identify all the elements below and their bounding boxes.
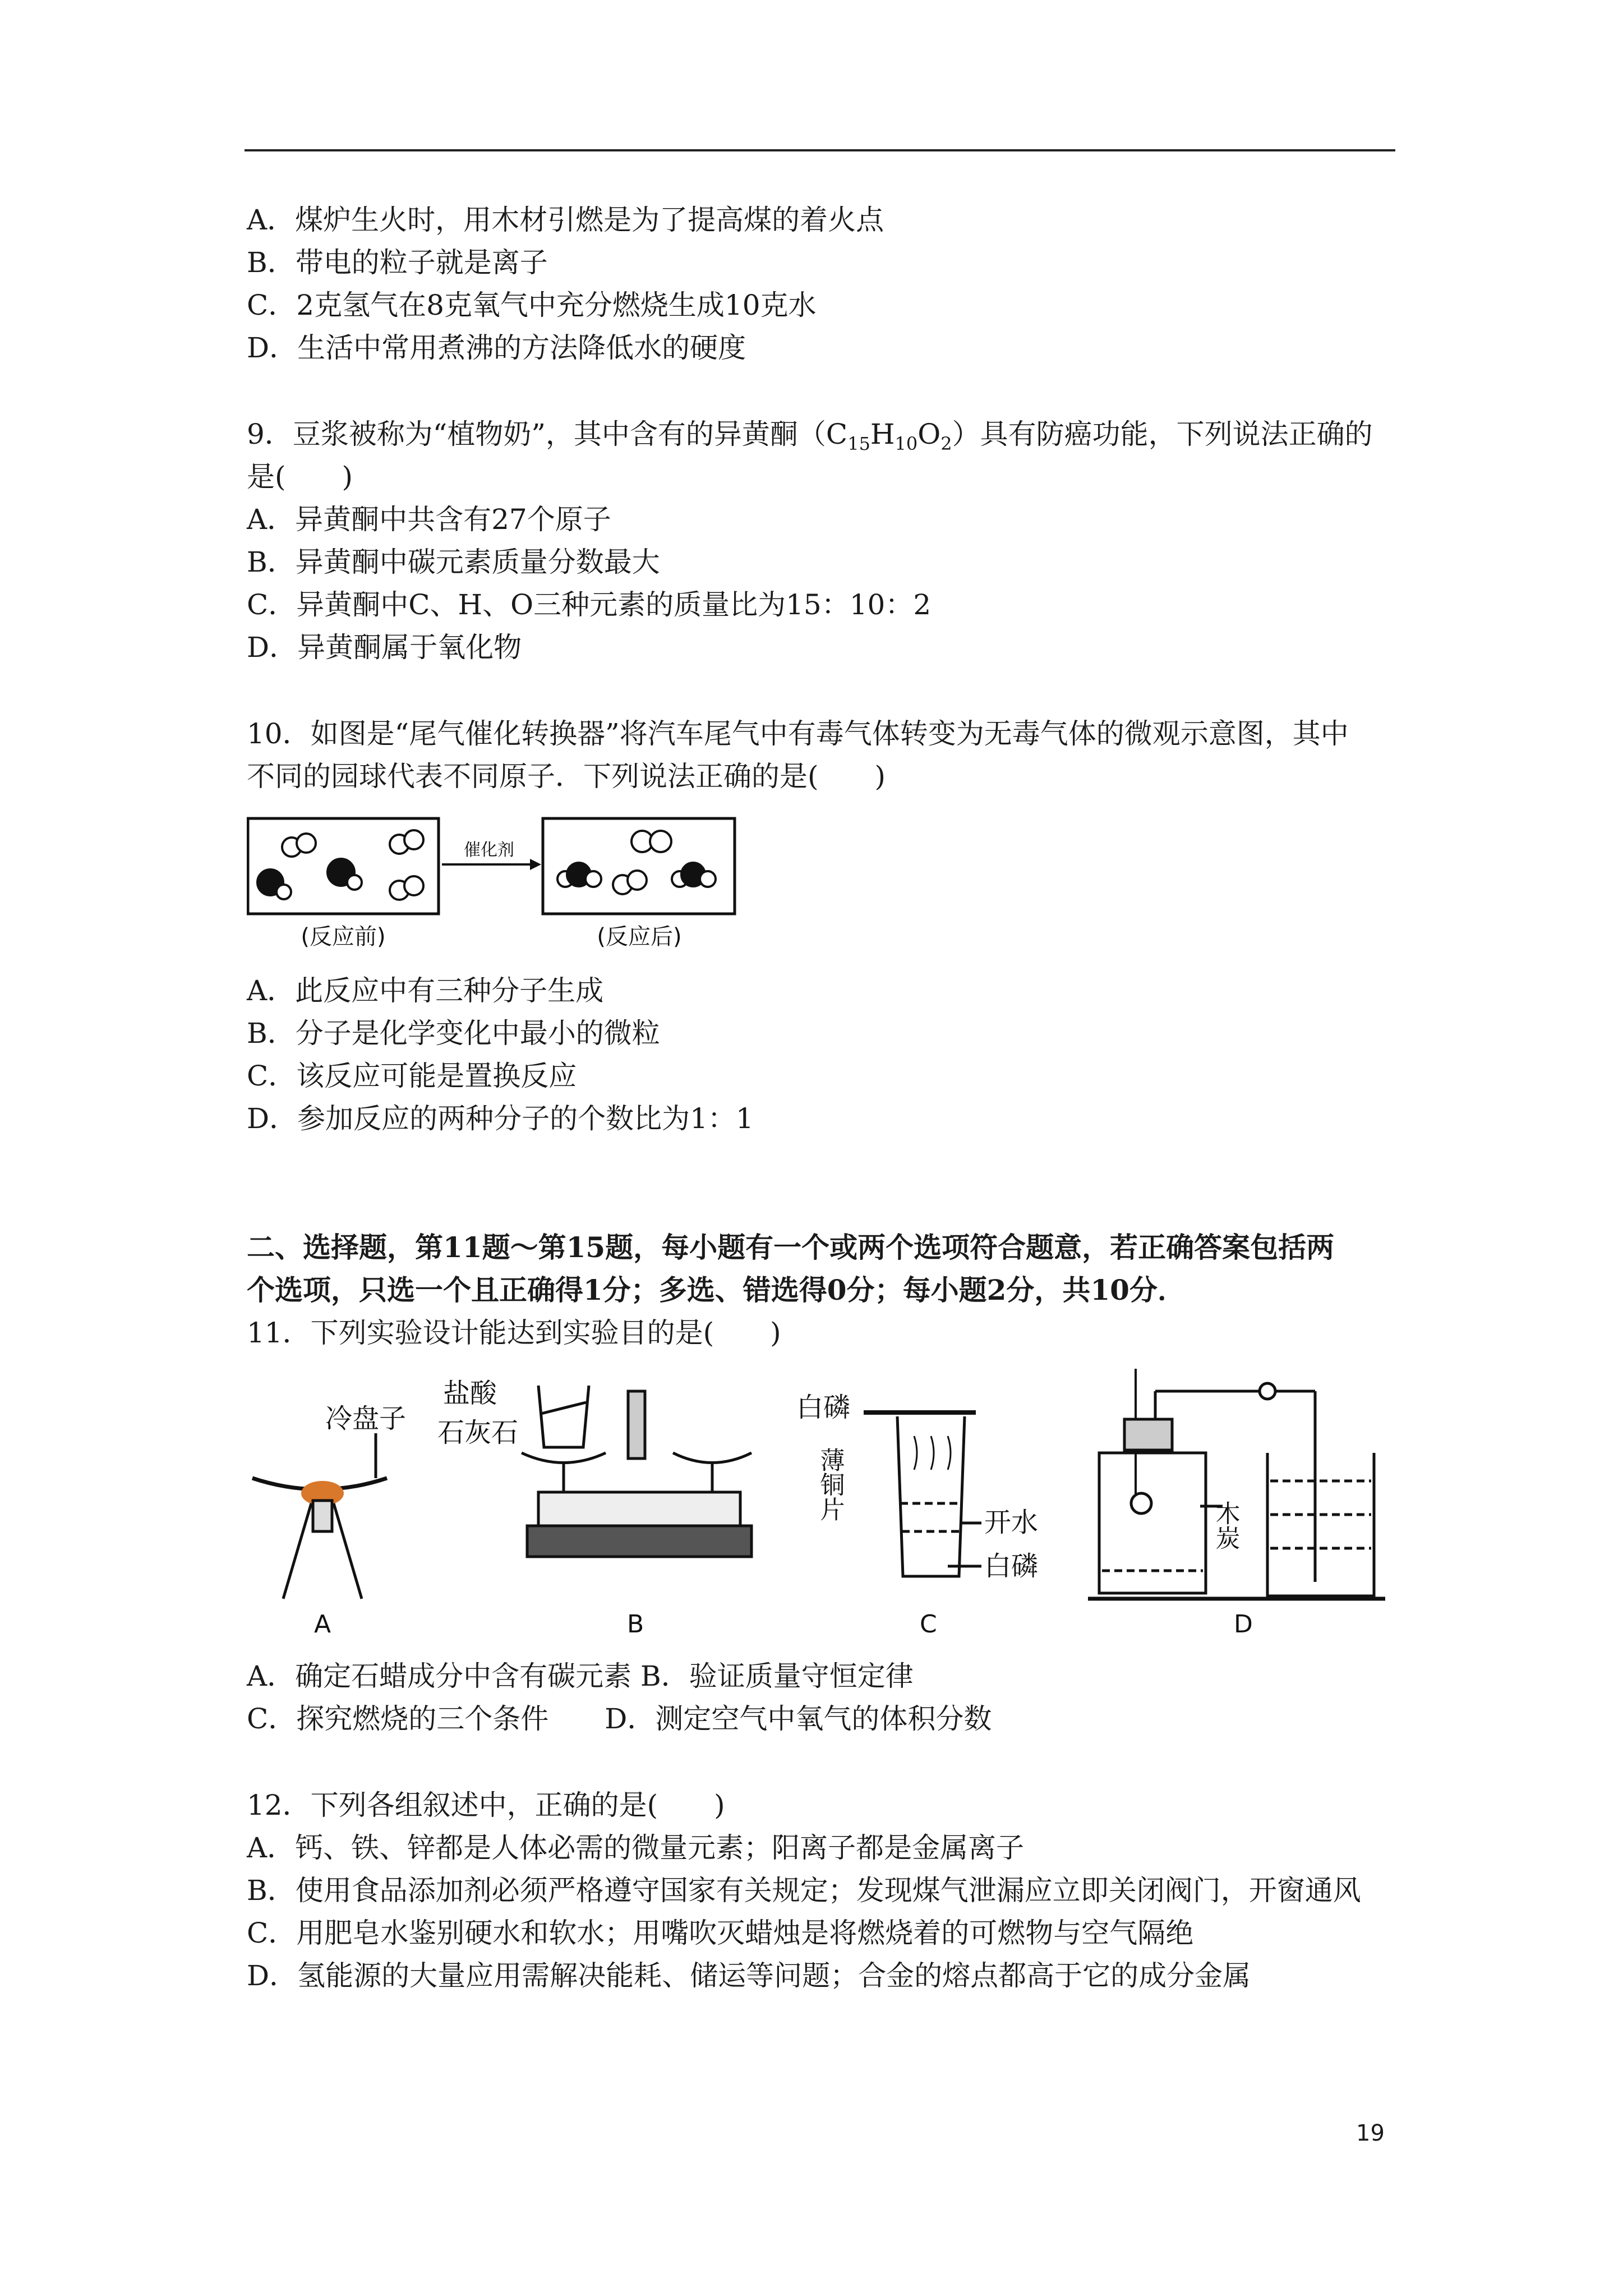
section2-heading-line-2: 个选项，只选一个且正确得1分；多选、错选得0分；每小题2分，共10分． xyxy=(247,1273,1186,1306)
q8-option-b: B．带电的粒子就是离子 xyxy=(247,246,548,279)
q12-stem: 12．下列各组叙述中，正确的是( ) xyxy=(247,1789,725,1821)
before-label: (反应前) xyxy=(301,924,386,950)
q9-option-a: A．异黄酮中共含有27个原子 xyxy=(247,503,611,536)
label-a: A xyxy=(314,1610,331,1638)
catalyst-label: 催化剂 xyxy=(464,840,514,860)
white-phosphorus-top-label: 白磷 xyxy=(796,1392,851,1423)
charcoal-spoon-icon xyxy=(1131,1493,1151,1513)
q10-stem-line-2: 不同的园球代表不同原子．下列说法正确的是( ) xyxy=(247,760,886,793)
q12-option-a: A．钙、铁、锌都是人体必需的微量元素；阳离子都是金属离子 xyxy=(247,1832,1025,1864)
q12-option-d: D．氢能源的大量应用需解决能耗、储运等问题；合金的熔点都高于它的成分金属 xyxy=(247,1959,1251,1992)
q8-option-c: C．2克氢气在8克氧气中充分燃烧生成10克水 xyxy=(247,289,817,321)
after-label: (反应后) xyxy=(597,924,682,950)
apparatus-b xyxy=(437,1378,751,1638)
q9-stem-line-2: 是( ) xyxy=(247,461,353,493)
apparatus-c xyxy=(796,1392,1038,1638)
limestone-label: 石灰石 xyxy=(437,1417,519,1448)
q11-apparatus-figure xyxy=(247,1369,1413,1638)
boiling-water-label: 开水 xyxy=(984,1507,1039,1538)
label-b: B xyxy=(627,1610,644,1638)
q11-stem: 11．下列实验设计能达到实验目的是( ) xyxy=(247,1317,781,1349)
white-phosphorus-bottom-label: 白磷 xyxy=(984,1550,1039,1582)
q10-option-b: B．分子是化学变化中最小的微粒 xyxy=(247,1017,660,1050)
copper-sheet-label: 薄铜片 xyxy=(815,1447,845,1521)
q10-option-d: D．参加反应的两种分子的个数比为1：1 xyxy=(247,1102,754,1135)
q11-options-line-2: C．探究燃烧的三个条件 D．测定空气中氧气的体积分数 xyxy=(247,1703,992,1735)
header-rule xyxy=(245,149,1395,151)
q8-option-a: A．煤炉生火时，用木材引燃是为了提高煤的着火点 xyxy=(247,204,884,236)
cold-plate-label: 冷盘子 xyxy=(325,1403,407,1434)
q10-option-c: C．该反应可能是置换反应 xyxy=(247,1060,577,1092)
q10-option-a: A．此反应中有三种分子生成 xyxy=(247,974,604,1007)
before-molecules xyxy=(257,830,423,900)
hydrochloric-acid-label: 盐酸 xyxy=(443,1378,497,1409)
q9-option-b: B．异黄酮中碳元素质量分数最大 xyxy=(247,546,660,578)
q12-option-c: C．用肥皂水鉴别硬水和软水；用嘴吹灭蜡烛是将燃烧着的可燃物与空气隔绝 xyxy=(247,1917,1194,1949)
clamp-icon xyxy=(1260,1383,1275,1399)
q8-option-d: D．生活中常用煮沸的方法降低水的硬度 xyxy=(247,332,746,364)
label-c: C xyxy=(920,1610,937,1638)
apparatus-a xyxy=(252,1403,406,1638)
q9-option-c: C．异黄酮中C、H、O三种元素的质量比为15：10：2 xyxy=(247,588,932,621)
q12-option-b: B．使用食品添加剂必须严格遵守国家有关规定；发现煤气泄漏应立即关闭阀门，开窗通风 xyxy=(247,1874,1361,1907)
q10-stem-line-1: 10．如图是“尾气催化转换器”将汽车尾气中有毒气体转变为无毒气体的微观示意图，其中 xyxy=(247,717,1349,750)
q11-options-line-1: A．确定石蜡成分中含有碳元素 B．验证质量守恒定律 xyxy=(247,1660,914,1692)
label-d: D xyxy=(1234,1610,1253,1638)
after-molecules xyxy=(557,831,716,894)
q9-option-d: D．异黄酮属于氧化物 xyxy=(247,631,522,664)
q9-stem-line-1: 9．豆浆被称为“植物奶”，其中含有的异黄酮$(C_{15}H_{10}O_2)$具有防癌功能，下列说法正确的 xyxy=(247,418,1373,454)
section2-heading-line-1: 二、选择题，第11题～第15题，每小题有一个或两个选项符合题意，若正确答案包括两 xyxy=(247,1231,1335,1264)
arrow-head-icon xyxy=(530,859,541,870)
page-number: 19 xyxy=(1356,2120,1385,2146)
apparatus-d xyxy=(1088,1369,1385,1638)
charcoal-label: 木炭 xyxy=(1211,1501,1240,1550)
q10-reaction-diagram xyxy=(247,816,751,956)
